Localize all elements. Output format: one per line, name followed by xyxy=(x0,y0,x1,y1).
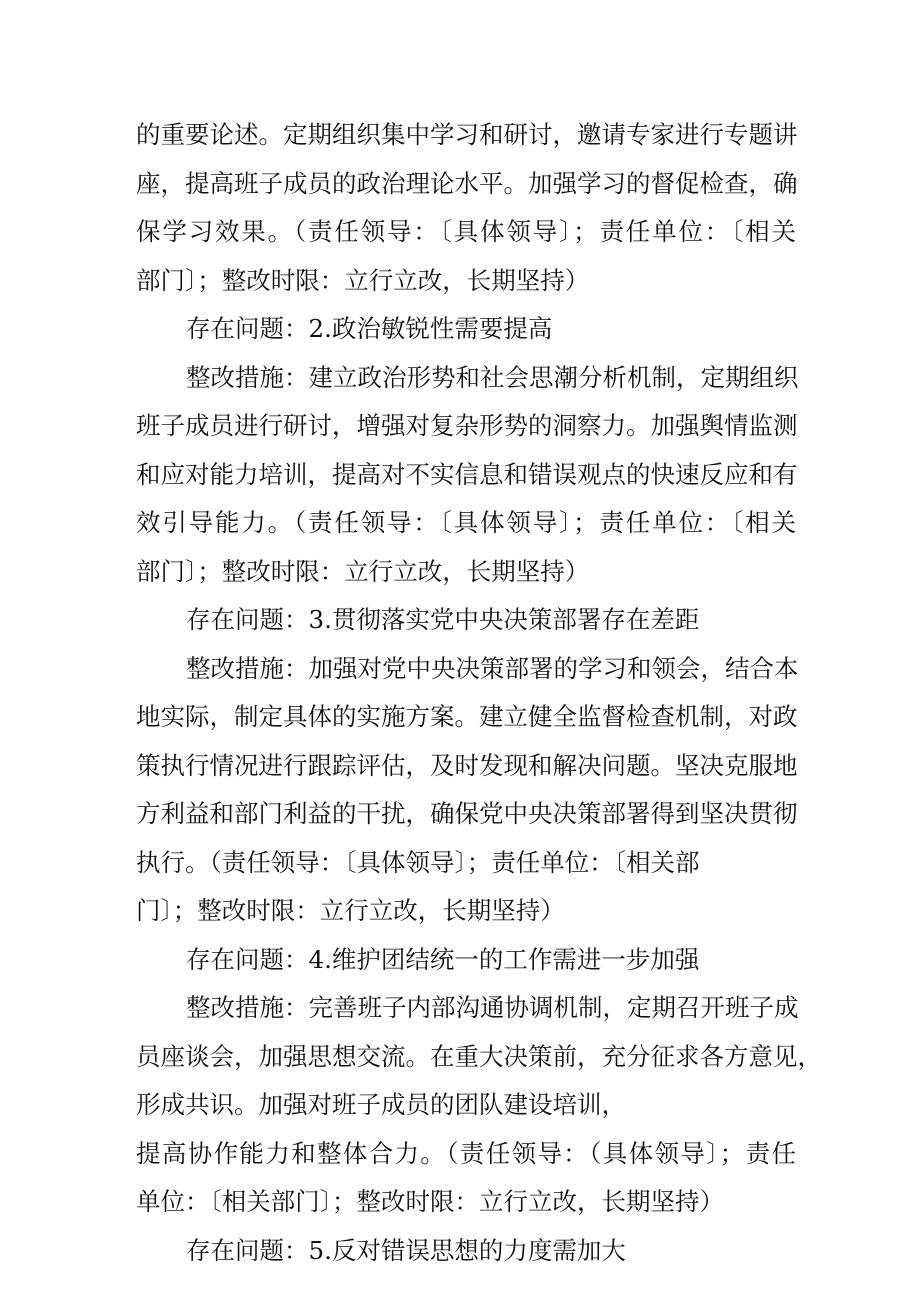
text-line: 保学习效果。（责任领导：〔具体领导〕；责任单位：〔相关 xyxy=(136,217,796,246)
text-line: 整改措施：加强对党中央决策部署的学习和领会，结合本 xyxy=(186,653,799,683)
text-line: 座，提高班子成员的政治理论水平。加强学习的督促检查，确 xyxy=(136,168,798,198)
text-line: 员座谈会，加强思想交流。在重大决策前，充分征求各方意见， xyxy=(136,1041,822,1071)
issue-heading: 存在问题：2.政治敏锐性需要提高 xyxy=(186,314,553,343)
text-line: 执行。（责任领导：〔具体领导〕；责任单位：〔相关部 xyxy=(136,847,700,877)
text-line: 部门〕；整改时限：立行立改，长期坚持） xyxy=(136,265,590,295)
text-line: 形成共识。加强对班子成员的团队建设培训， xyxy=(136,1090,626,1119)
text-line: 的重要论述。定期组织集中学习和研讨，邀请专家进行专题讲 xyxy=(136,120,798,149)
document-body xyxy=(136,111,822,1275)
text-line: 班子成员进行研讨，增强对复杂形势的洞察力。加强舆情监测 xyxy=(136,411,798,440)
issue-heading: 存在问题：3.贯彻落实党中央决策部署存在差距 xyxy=(186,605,700,634)
text-line: 整改措施：建立政治形势和社会思潮分析机制，定期组织 xyxy=(186,362,799,392)
text-line: 整改措施：完善班子内部沟通协调机制，定期召开班子成 xyxy=(186,993,799,1022)
text-line: 单位：〔相关部门〕；整改时限：立行立改，长期坚持） xyxy=(136,1187,724,1216)
text-line: 部门〕；整改时限：立行立改，长期坚持） xyxy=(136,556,590,586)
issue-heading: 存在问题：4.维护团结统一的工作需进一步加强 xyxy=(186,944,700,974)
text-line: 效引导能力。（责任领导：〔具体领导〕；责任单位：〔相关 xyxy=(136,508,796,537)
text-line: 地实际，制定具体的实施方案。建立健全监督检查机制，对政 xyxy=(136,702,798,731)
text-line: 方利益和部门利益的干扰，确保党中央决策部署得到坚决贯彻 xyxy=(136,799,798,828)
issue-heading: 存在问题：5.反对错误思想的力度需加大 xyxy=(186,1235,626,1265)
text-line: 门〕；整改时限：立行立改，长期坚持） xyxy=(136,896,565,925)
text-line: 提高协作能力和整体合力。（责任领导：（具体领导〕；责任 xyxy=(136,1138,796,1168)
text-line: 和应对能力培训，提高对不实信息和错误观点的快速反应和有 xyxy=(136,459,798,489)
text-line: 策执行情况进行跟踪评估，及时发现和解决问题。坚决克服地 xyxy=(136,750,798,780)
